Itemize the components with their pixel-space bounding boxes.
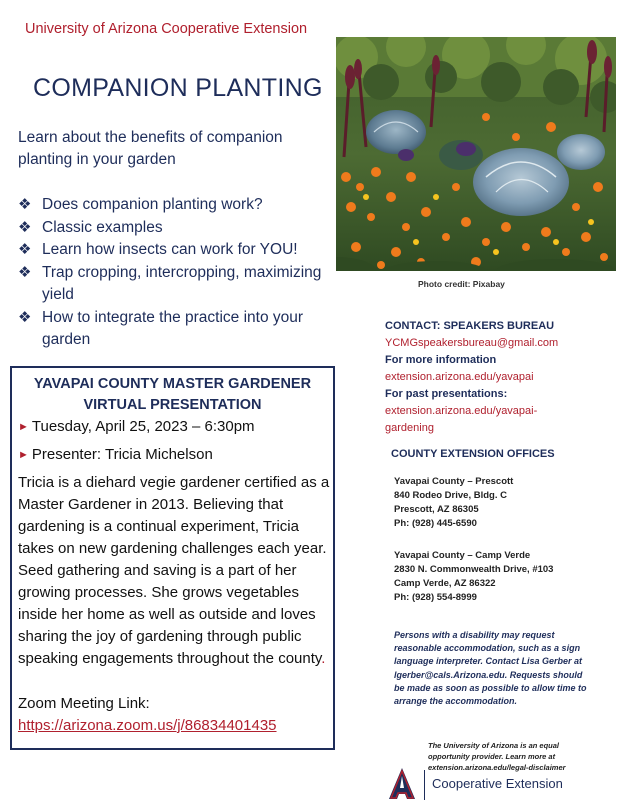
topic-item: ❖ Trap cropping, intercropping, maximizing yield [18,263,322,303]
diamond-bullet-icon: ❖ [18,263,32,281]
disability-notice: Persons with a disability may request reasonable accommodation, such as a sign language interpreter. Contact Lisa Gerber at lgerber@cals.Arizona.edu. Requests should be made as soon as possible to allow time to arrange the accommodation. [394,630,587,707]
topic-item: ❖ How to integrate the practice into your garden [18,308,304,348]
garden-photo [336,37,616,271]
more-info-label: For more information [385,354,497,366]
presenter-name: ► Presenter: Tricia Michelson [18,446,213,463]
office-camp-verde: Yavapai County – Camp Verde 2830 N. Commonwealth Drive, #103 Camp Verde, AZ 86322 Ph: (928) 554-8999 [394,550,554,603]
footer-brand: Cooperative Extension [432,776,563,791]
diamond-bullet-icon: ❖ [18,218,32,236]
page-title: COMPANION PLANTING [33,74,323,102]
footer-divider [424,770,425,800]
photo-credit: Photo credit: Pixabay [418,279,505,289]
university-a-logo-icon [387,767,417,801]
contact-email-link[interactable]: YCMGspeakersbureau@gmail.com [385,337,559,349]
organization-name: University of Arizona Cooperative Extension [25,21,308,37]
zoom-meeting-link[interactable]: https://arizona.zoom.us/j/86834401435 [18,717,277,734]
topic-item: ❖ Does companion planting work? [18,194,336,217]
presentation-heading: YAVAPAI COUNTY MASTER GARDENER VIRTUAL PRESENTATION [33,376,312,413]
diamond-bullet-icon: ❖ [18,308,32,326]
equal-opportunity-notice: The University of Arizona is an equal opportunity provider. Learn more at extension.arizona.edu/legal-disclaimer [428,741,566,772]
diamond-bullet-icon: ❖ [18,241,32,258]
presentation-box [10,366,335,750]
presenter-bio: Tricia is a diehard vegie gardener certified as a Master Gardener in 2013. Believing that gardening is a continual experiment, Tricia takes on new gardening challenges each year. Seed gathering and saving is a part of her growing processes. She grows vegetables inside her home as well as outside and loves sharing the joy of gardening through public speaking engagements throughout the county. [18,474,330,667]
more-info-link[interactable]: extension.arizona.edu/yavapai [385,371,534,383]
zoom-label: Zoom Meeting Link: [18,695,150,712]
office-prescott: Yavapai County – Prescott 840 Rodeo Drive, Bldg. C Prescott, AZ 86305 Ph: (928) 445-6590 [394,476,514,529]
contact-label: CONTACT: SPEAKERS BUREAU [385,320,555,332]
triangle-bullet-icon: ► [18,421,29,433]
intro-text: Learn about the benefits of companion planting in your garden [18,129,283,168]
diamond-bullet-icon: ❖ [18,196,32,213]
topic-item: ❖ Learn how insects can work for YOU! [18,239,336,262]
topic-item: ❖ Classic examples [18,217,336,240]
past-presentations-label: For past presentations: [385,388,508,400]
past-presentations-link[interactable]: extension.arizona.edu/yavapai- gardening [385,405,538,434]
contact-section [385,318,615,437]
offices-title: COUNTY EXTENSION OFFICES [391,448,555,460]
topic-list [18,194,336,352]
triangle-bullet-icon: ► [18,449,29,461]
presentation-date: ► Tuesday, April 25, 2023 – 6:30pm [18,418,255,435]
